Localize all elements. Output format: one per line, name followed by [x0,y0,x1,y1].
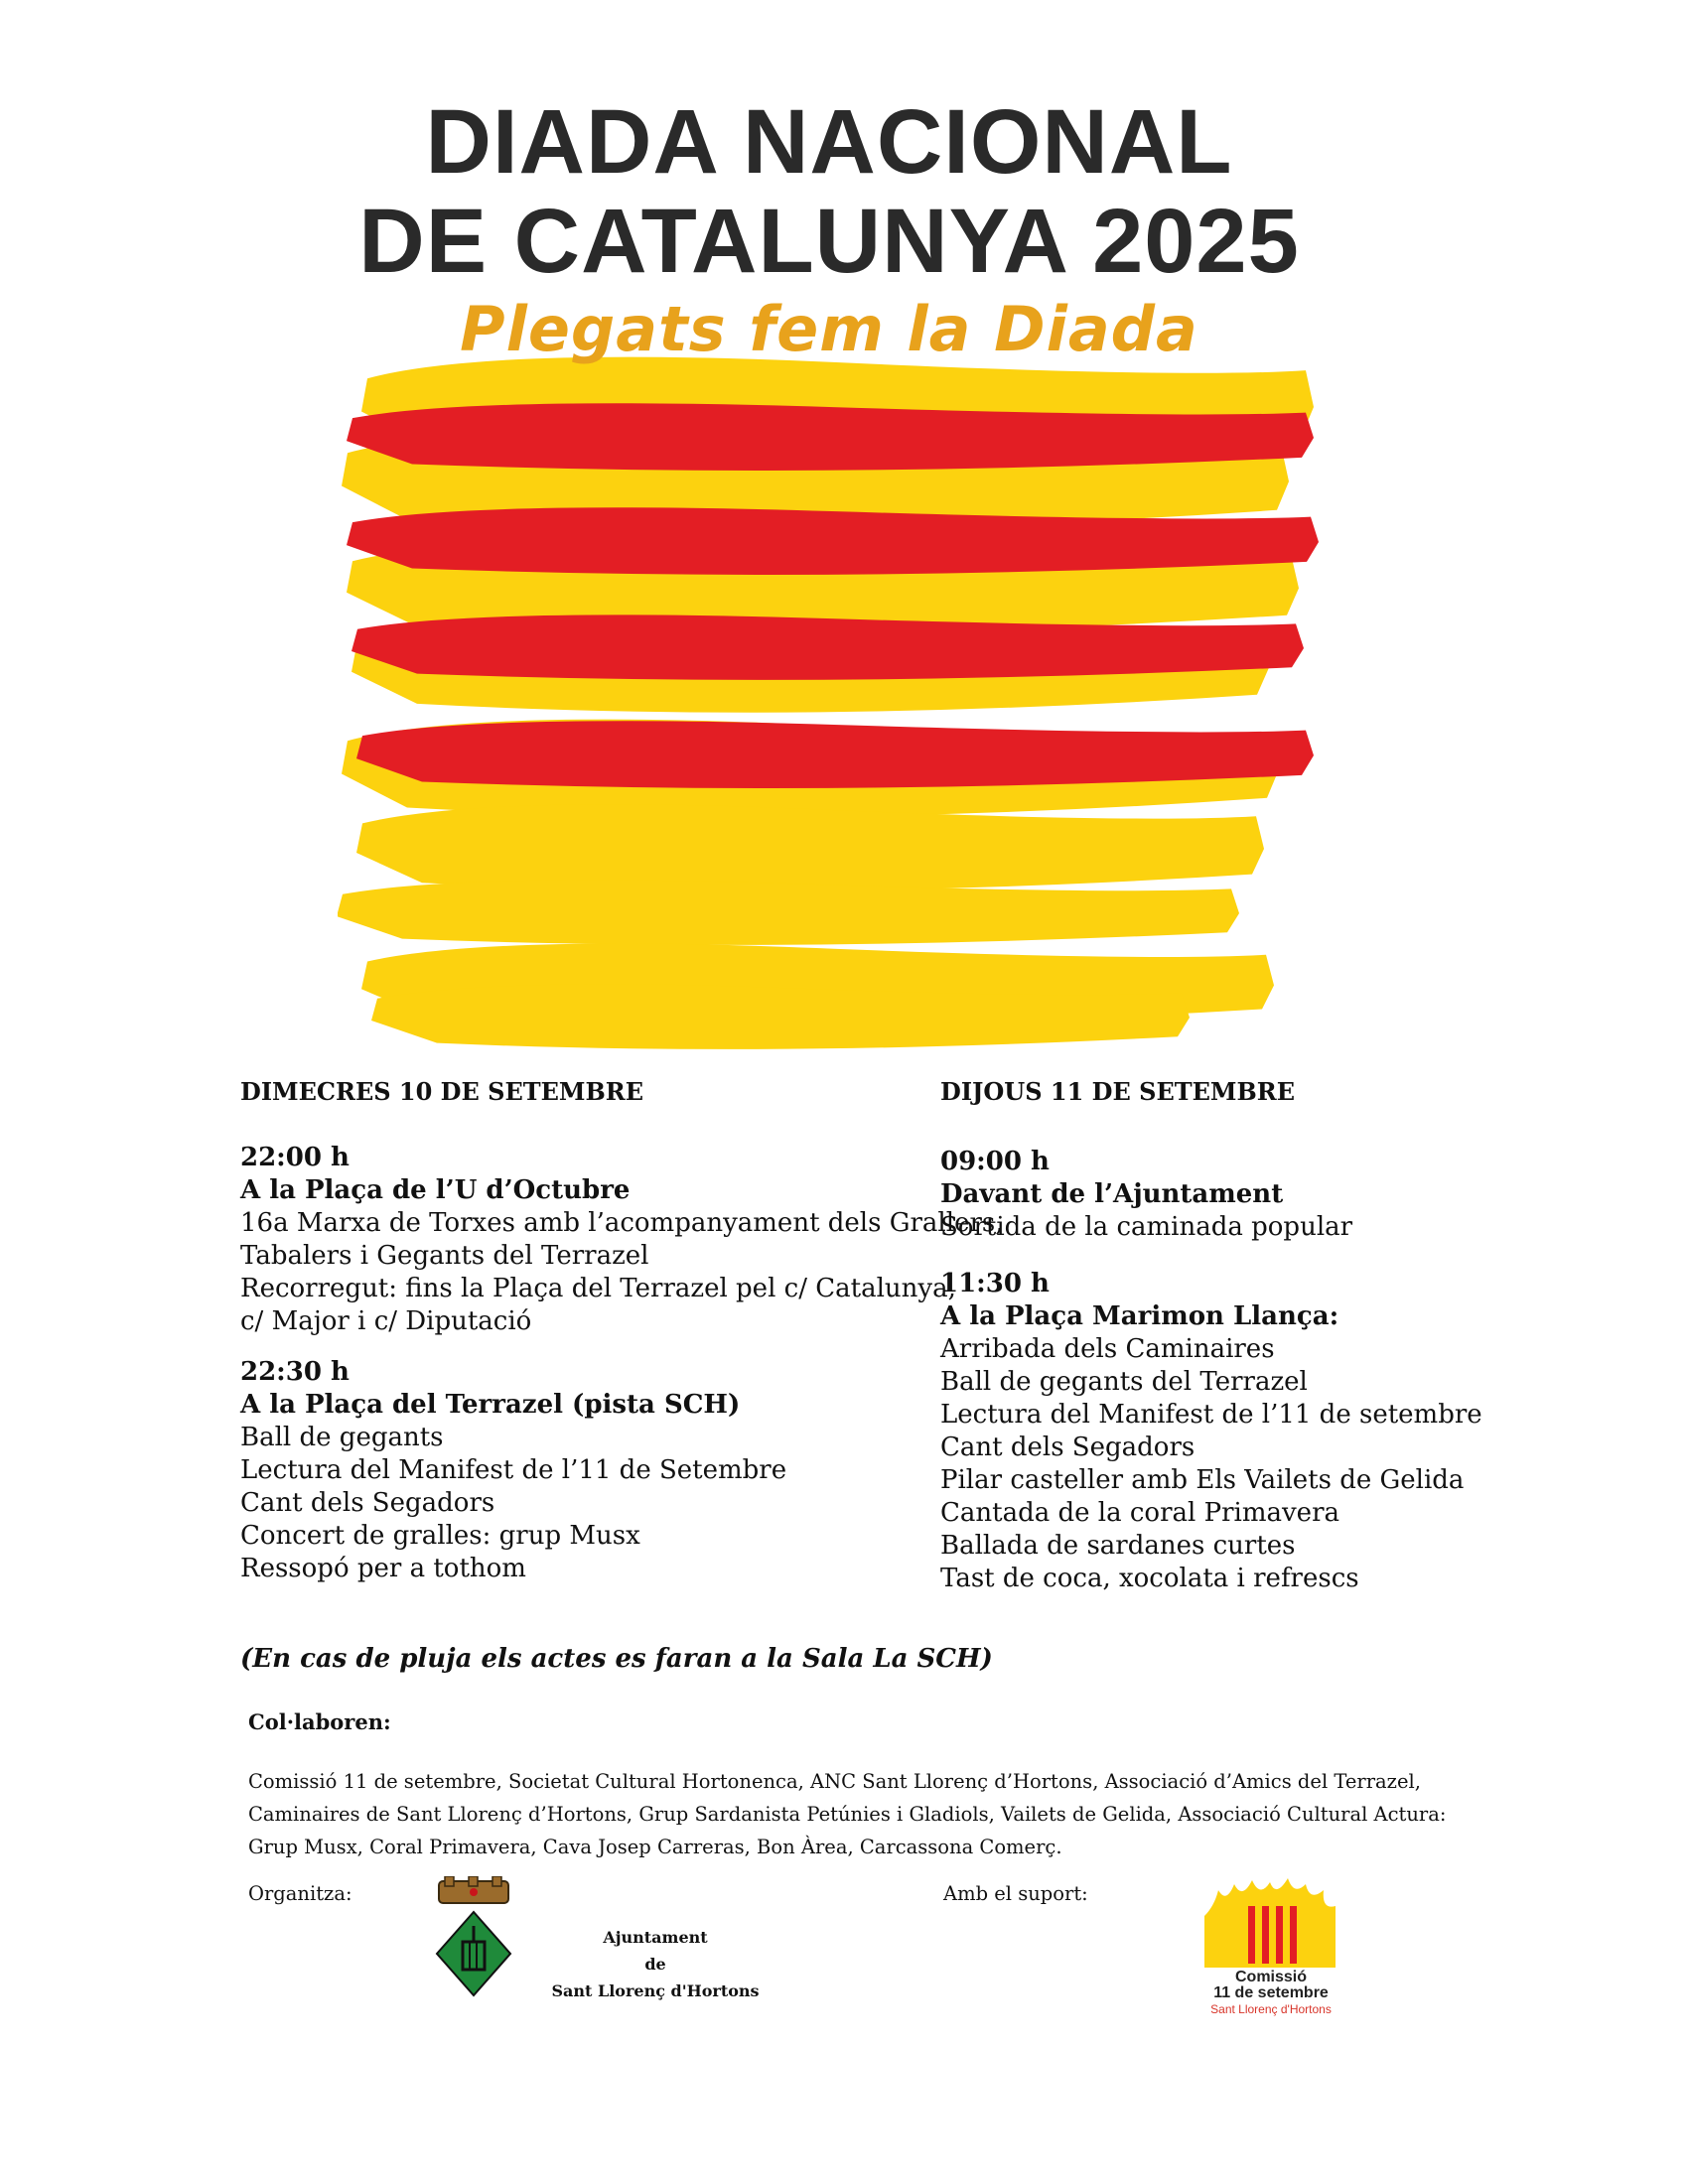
rain-note: (En cas de pluja els actes es faran a la Sala La SCH) [240,1644,993,1674]
event-line: Sortida de la caminada popular [940,1212,1353,1242]
event-line: Ressopó per a tothom [240,1554,526,1583]
event-time: 11:30 h [940,1269,1050,1298]
day2-event-1 [940,1146,1496,1244]
coat-of-arms-icon [427,1876,536,2015]
event-place: Davant de l’Ajuntament [940,1179,1284,1209]
event-place: A la Plaça de l’U d’Octubre [240,1175,631,1205]
event-line: Arribada dels Caminaires [940,1334,1275,1364]
event-time: 22:30 h [240,1357,350,1387]
flag-red-stroke [352,614,1304,680]
day1-event-2 [240,1356,935,1585]
event-place: A la Plaça Marimon Llança: [940,1301,1339,1331]
day2-heading: DIJOUS 11 DE SETEMBRE [940,1077,1295,1106]
day2-event-2 [940,1268,1496,1595]
event-line: Concert de gralles: grup Musx [240,1521,640,1551]
day2-column [940,1075,1496,1619]
poster-banner [318,45,1340,1057]
comissio-date: 11 de setembre [1213,1984,1329,2001]
slogan: Plegats fem la Diada [460,293,1198,365]
event-line: Recorregut: fins la Plaça del Terrazel pel c/ Catalunya, [240,1274,956,1303]
event-place: A la Plaça del Terrazel (pista SCH) [240,1390,741,1420]
comissio-name: Comissió [1234,1969,1307,1985]
title-line-1: DIADA NACIONAL [425,91,1233,193]
flag-red-stroke [356,721,1314,788]
flag-yellow-stroke [356,804,1264,890]
collaborators-heading: Col·laboren: [248,1709,391,1734]
event-line: Tast de coca, xocolata i refrescs [940,1564,1359,1593]
event-time: 22:00 h [240,1143,350,1172]
senyera-brushstroke-image [338,342,1331,1057]
event-line: Cant dels Segadors [240,1488,495,1518]
flame-senyera-icon [1196,1876,1345,1971]
event-line: Lectura del Manifest de l’11 de Setembre [240,1455,787,1485]
collaborators-list: Comissió 11 de setembre, Societat Cultural Hortonenca, ANC Sant Llorenç d’Hortons, Associació d’Amics del Terrazel, Caminaires de Sant Llorenç d’Hortons, Grup Sardanista Petúnies i Gladiols, Vailets de Gelida, Associació Cultural Actura: Grup Musx, Coral Primavera, Cava Josep Carreras, Bon Àrea, Carcassona Comerç. [248,1770,1447,1858]
event-line: Cantada de la coral Primavera [940,1498,1339,1528]
ajuntament-name-line: Ajuntament [603,1928,708,1947]
organizer-label: Organitza: [248,1882,352,1905]
comissio-logo [1196,1876,1365,2016]
event-line: Pilar casteller amb Els Vailets de Gelida [940,1465,1465,1495]
event-line: Ball de gegants [240,1423,444,1452]
event-line: Lectura del Manifest de l’11 de setembre [940,1400,1482,1430]
event-line: Cant dels Segadors [940,1433,1196,1462]
event-line: Ballada de sardanes curtes [940,1531,1296,1561]
flag-red-stroke [347,507,1319,575]
event-line: Ball de gegants del Terrazel [940,1367,1308,1397]
day1-heading: DIMECRES 10 DE SETEMBRE [240,1077,644,1106]
event-line: 16a Marxa de Torxes amb l’acompanyament dels Grallers, [240,1208,1004,1238]
event-time: 09:00 h [940,1147,1050,1176]
event-line: Tabalers i Gegants del Terrazel [240,1241,649,1271]
ajuntament-name-line: de [644,1955,666,1974]
flag-yellow-stroke [338,880,1239,945]
ajuntament-logo [427,1876,765,2015]
ajuntament-name-line: Sant Llorenç d'Hortons [551,1981,760,2000]
title-line-2: DE CATALUNYA 2025 [358,191,1300,292]
comissio-town: Sant Llorenç d'Hortons [1210,2002,1332,2016]
event-line: c/ Major i c/ Diputació [240,1306,532,1336]
ajuntament-name [536,1924,774,2004]
support-label: Amb el suport: [943,1882,1088,1905]
